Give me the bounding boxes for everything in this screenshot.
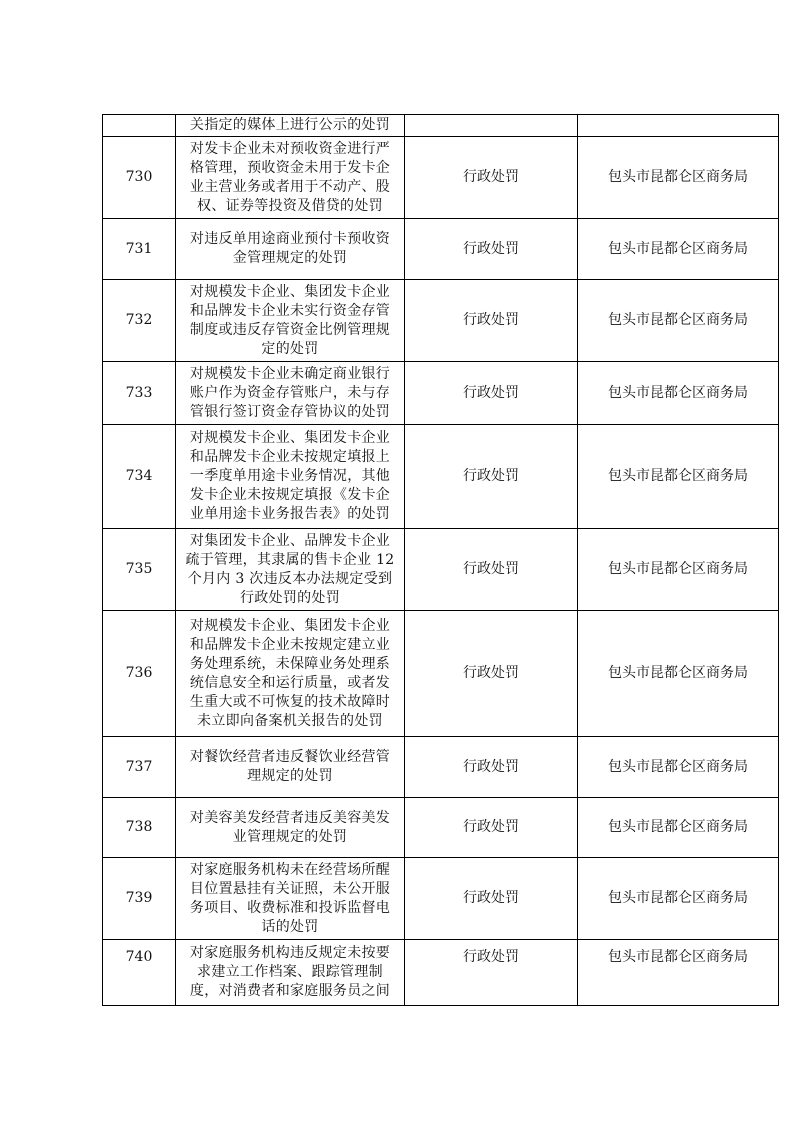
row-penalty-type: 行政处罚 — [405, 362, 578, 425]
description-line: 一季度单用途卡业务情况，其他 — [189, 468, 391, 484]
row-description — [176, 737, 405, 798]
description-line: 对规模发卡企业、集团发卡企业 — [189, 430, 391, 446]
description-line: 目位置悬挂有关证照，未公开服 — [189, 880, 391, 897]
description-line: 和品牌发卡企业未按规定填报上 — [189, 449, 391, 465]
row-penalty-type: 行政处罚 — [405, 425, 578, 529]
row-department: 包头市昆都仑区商务局 — [578, 219, 779, 280]
table-body — [103, 115, 779, 1006]
row-penalty-type: 行政处罚 — [405, 529, 578, 611]
row-description — [176, 940, 405, 1006]
description-line: 对家庭服务机构未在经营场所醒 — [189, 861, 391, 878]
description-line: 和品牌发卡企业未按规定建立业 — [189, 636, 391, 653]
row-penalty-type: 行政处罚 — [405, 737, 578, 798]
row-number: 738 — [103, 798, 176, 858]
row-department: 包头市昆都仑区商务局 — [578, 737, 779, 798]
row-department — [578, 115, 779, 137]
description-line: 对美容美发经营者违反美容美发 — [189, 809, 391, 826]
row-description — [176, 529, 405, 611]
table-row — [103, 219, 779, 280]
description-line: 权、证券等投资及借贷的处罚 — [197, 197, 383, 214]
row-number: 736 — [103, 611, 176, 737]
description-line: 对发卡企业未对预收资金进行严 — [189, 140, 391, 157]
row-description — [176, 219, 405, 280]
row-number: 735 — [103, 529, 176, 611]
description-line: 金管理规定的处罚 — [232, 250, 348, 266]
row-department: 包头市昆都仑区商务局 — [578, 798, 779, 858]
description-line: 关指定的媒体上进行公示的处罚 — [189, 117, 391, 133]
description-line: 业管理规定的处罚 — [232, 828, 348, 845]
description-line: 业主营业务或者用于不动产、股 — [189, 178, 391, 195]
table-row — [103, 362, 779, 425]
row-penalty-type: 行政处罚 — [405, 137, 578, 219]
description-line: 对规模发卡企业未确定商业银行 — [189, 365, 391, 382]
row-number: 732 — [103, 280, 176, 362]
description-line: 未立即向备案机关报告的处罚 — [197, 712, 383, 729]
row-description — [176, 425, 405, 529]
row-department: 包头市昆都仑区商务局 — [578, 940, 779, 1006]
row-number — [103, 115, 176, 137]
row-number: 740 — [103, 940, 176, 1006]
row-description — [176, 362, 405, 425]
penalty-table — [102, 114, 779, 1006]
row-number: 737 — [103, 737, 176, 798]
table-row — [103, 798, 779, 858]
row-number: 733 — [103, 362, 176, 425]
description-line: 求建立工作档案、跟踪管理制 — [197, 964, 383, 980]
row-description — [176, 115, 405, 137]
table-row — [103, 425, 779, 529]
description-line: 格管理，预收资金未用于发卡企 — [189, 159, 391, 176]
row-number: 731 — [103, 219, 176, 280]
row-penalty-type: 行政处罚 — [405, 280, 578, 362]
description-line: 账户作为资金存管账户，未与存 — [189, 384, 391, 401]
row-department: 包头市昆都仑区商务局 — [578, 611, 779, 737]
row-department: 包头市昆都仑区商务局 — [578, 529, 779, 611]
description-line: 务项目、收费标准和投诉监督电 — [189, 899, 391, 916]
row-number: 730 — [103, 137, 176, 219]
description-line: 对餐饮经营者违反餐饮业经营管 — [189, 749, 391, 765]
description-line: 疏于管理，其隶属的售卡企业 12 — [185, 551, 395, 568]
row-penalty-type: 行政处罚 — [405, 611, 578, 737]
row-penalty-type: 行政处罚 — [405, 858, 578, 940]
row-description — [176, 611, 405, 737]
row-description — [176, 798, 405, 858]
description-line: 业单用途卡业务报告表》的处罚 — [189, 506, 391, 522]
description-line: 度，对消费者和家庭服务员之间 — [189, 983, 391, 999]
description-line: 管银行签订资金存管协议的处罚 — [189, 403, 391, 420]
table-row — [103, 115, 779, 137]
description-line: 制度或违反存管资金比例管理规 — [189, 321, 391, 338]
description-line: 生重大或不可恢复的技术故障时 — [189, 693, 391, 710]
description-line: 统信息安全和运行质量，或者发 — [189, 674, 391, 691]
row-department: 包头市昆都仑区商务局 — [578, 858, 779, 940]
description-line: 个月内 3 次违反本办法规定受到 — [187, 570, 393, 587]
description-line: 话的处罚 — [261, 918, 319, 935]
description-line: 对家庭服务机构违反规定未按要 — [189, 945, 391, 961]
table-row — [103, 940, 779, 1006]
description-line: 对违反单用途商业预付卡预收资 — [189, 231, 391, 247]
row-number: 739 — [103, 858, 176, 940]
row-number: 734 — [103, 425, 176, 529]
row-description — [176, 280, 405, 362]
description-line: 理规定的处罚 — [247, 768, 333, 784]
row-department: 包头市昆都仑区商务局 — [578, 425, 779, 529]
description-line: 和品牌发卡企业未实行资金存管 — [189, 302, 391, 319]
row-penalty-type — [405, 115, 578, 137]
row-penalty-type: 行政处罚 — [405, 798, 578, 858]
description-line: 务处理系统，未保障业务处理系 — [189, 655, 391, 672]
table-row — [103, 529, 779, 611]
table-row — [103, 280, 779, 362]
table-row — [103, 137, 779, 219]
description-line: 定的处罚 — [261, 340, 319, 357]
table-row — [103, 611, 779, 737]
description-line: 对集团发卡企业、品牌发卡企业 — [189, 532, 391, 549]
row-penalty-type: 行政处罚 — [405, 940, 578, 1006]
table-row — [103, 737, 779, 798]
description-line: 对规模发卡企业、集团发卡企业 — [189, 617, 391, 634]
description-line: 对规模发卡企业、集团发卡企业 — [189, 283, 391, 300]
description-line: 发卡企业未按规定填报《发卡企 — [189, 487, 391, 503]
row-penalty-type: 行政处罚 — [405, 219, 578, 280]
row-department: 包头市昆都仑区商务局 — [578, 362, 779, 425]
row-description — [176, 137, 405, 219]
row-department: 包头市昆都仑区商务局 — [578, 280, 779, 362]
description-line: 行政处罚的处罚 — [239, 589, 341, 606]
row-description — [176, 858, 405, 940]
table-row — [103, 858, 779, 940]
row-department: 包头市昆都仑区商务局 — [578, 137, 779, 219]
